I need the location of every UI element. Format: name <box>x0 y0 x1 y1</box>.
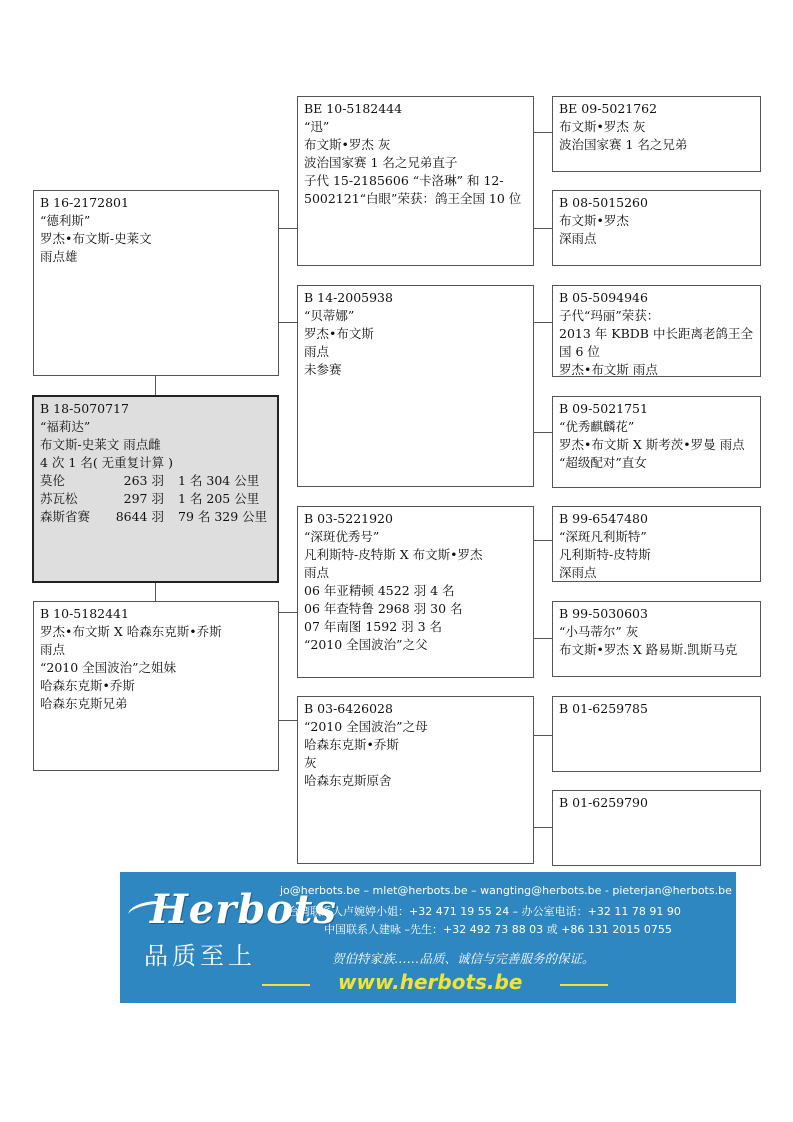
pedigree-line: 罗杰•布文斯 X 斯考茨•罗曼 雨点 <box>559 437 745 452</box>
ring-number: B 01-6259785 <box>559 701 648 716</box>
mother-box <box>33 601 279 771</box>
ring-number: B 03-5221920 <box>304 511 393 526</box>
ring-number: B 08-5015260 <box>559 195 648 210</box>
result-birds: 297 羽 <box>123 491 164 506</box>
pedigree-line: “优秀麒麟花” <box>559 419 635 434</box>
pedigree-line: “2010 全国波治”之姐妹 <box>40 660 177 675</box>
pedigree-line: 子代“玛丽”荣获： <box>559 308 660 323</box>
result-row <box>40 508 271 526</box>
ggp-fmf-box <box>552 285 761 377</box>
pedigree-line: 凡利斯特-皮特斯 X 布文斯•罗杰 <box>304 547 483 562</box>
pedigree-line: 罗杰•布文斯 雨点 <box>559 362 658 377</box>
pedigree-line: 罗杰•布文斯-史莱文 <box>40 231 152 246</box>
subject-ring: B 18-5070717 <box>40 401 129 416</box>
result-row <box>40 490 271 508</box>
pedigree-line: 雨点 <box>40 642 66 657</box>
pedigree-line: 雨点雄 <box>40 249 78 264</box>
result-birds: 8644 羽 <box>115 509 164 524</box>
banner-slogan: 品质至上 <box>144 942 256 970</box>
subject-name: “福莉达” <box>40 419 91 434</box>
pedigree-line: 子代 15-2185606 “卡洛琳” 和 12-5002121“白眼”荣获：鸽王全国 10 位 <box>304 173 522 206</box>
result-place: 1 名 304 公里 <box>178 473 260 488</box>
divider-right <box>560 984 608 986</box>
pedigree-line: 2013 年 KBDB 中长距离老鸽王全国 6 位 <box>559 326 753 359</box>
pedigree-line: 06 年查特鲁 2968 羽 30 名 <box>304 601 463 616</box>
ggp-ffm-box <box>552 190 761 266</box>
pedigree-line: 哈森东克斯兄弟 <box>40 696 128 711</box>
banner-taiwan-contact: 台湾联系人卢婉婷小姐：+32 471 19 55 24 – 办公室电话：+32 11 78 91 90 <box>288 905 681 918</box>
pedigree-line: “超级配对”直女 <box>559 455 647 470</box>
pedigree-line: “2010 全国波治”之母 <box>304 719 428 734</box>
father-box <box>33 190 279 376</box>
pedigree-line: 未参赛 <box>304 362 342 377</box>
ring-number: B 09-5021751 <box>559 401 648 416</box>
pedigree-line: 雨点 <box>304 565 330 580</box>
banner-motto: 贺伯特家族……品质、诚信与完善服务的保证。 <box>332 951 595 966</box>
ring-number: B 10-5182441 <box>40 606 129 621</box>
pedigree-line: “迅” <box>304 119 330 134</box>
pedigree-line: 布文斯•罗杰 灰 <box>304 137 391 152</box>
pedigree-line: 07 年南图 1592 羽 3 名 <box>304 619 443 634</box>
subject-summary: 4 次 1 名( 无重复计算 ) <box>40 455 174 470</box>
ring-number: B 16-2172801 <box>40 195 129 210</box>
pedigree-line: 哈森东克斯原舍 <box>304 773 392 788</box>
pedigree-line: 哈森东克斯•乔斯 <box>304 737 399 752</box>
pedigree-line: 波治国家赛 1 名之兄弟直子 <box>304 155 458 170</box>
ring-number: B 03-6426028 <box>304 701 393 716</box>
divider-left <box>262 984 310 986</box>
herbots-logo: Herbots <box>150 886 337 933</box>
pedigree-line: “深斑优秀号” <box>304 529 380 544</box>
ring-number: B 99-5030603 <box>559 606 648 621</box>
ggp-mmm-box <box>552 790 761 866</box>
pedigree-line: 波治国家赛 1 名之兄弟 <box>559 137 688 152</box>
pedigree-line: “贝蒂娜” <box>304 308 355 323</box>
ggp-fff-box <box>552 96 761 172</box>
ring-number: BE 10-5182444 <box>304 101 403 116</box>
pedigree-line: 深雨点 <box>559 231 597 246</box>
paternal-grandmother-box <box>297 285 534 487</box>
result-race: 森斯省赛 <box>40 509 91 524</box>
banner-china-contact: 中国联系人建咏 –先生：+32 492 73 88 03 或 +86 131 2015 0755 <box>324 923 672 936</box>
pedigree-line: 布文斯•罗杰 灰 <box>559 119 646 134</box>
pedigree-line: “德利斯” <box>40 213 91 228</box>
pedigree-line: 雨点 <box>304 344 330 359</box>
ring-number: BE 09-5021762 <box>559 101 658 116</box>
subject-box <box>32 395 279 583</box>
pedigree-line: “小马蒂尔” 灰 <box>559 624 639 639</box>
pedigree-line: 凡利斯特-皮特斯 <box>559 547 651 562</box>
result-place: 79 名 329 公里 <box>178 509 268 524</box>
pedigree-line: “深斑凡利斯特” <box>559 529 647 544</box>
result-birds: 263 羽 <box>123 473 164 488</box>
pedigree-line: 深雨点 <box>559 565 597 580</box>
paternal-grandfather-box <box>297 96 534 266</box>
pedigree-line: 罗杰•布文斯 <box>304 326 374 341</box>
ring-number: B 14-2005938 <box>304 290 393 305</box>
maternal-grandfather-box <box>297 506 534 678</box>
subject-line: 布文斯-史莱文 雨点雌 <box>40 437 161 452</box>
banner-emails[interactable]: jo@herbots.be – mlet@herbots.be – wangting@herbots.be - pieterjan@herbots.be <box>280 884 732 897</box>
result-race: 苏瓦松 <box>40 491 78 506</box>
result-place: 1 名 205 公里 <box>178 491 260 506</box>
pedigree-line: 布文斯•罗杰 <box>559 213 629 228</box>
ggp-mmf-box <box>552 696 761 772</box>
pedigree-line: 罗杰•布文斯 X 哈森东克斯•乔斯 <box>40 624 222 639</box>
maternal-grandmother-box <box>297 696 534 864</box>
banner-website-link[interactable]: www.herbots.be <box>338 970 523 994</box>
pedigree-line: 布文斯•罗杰 X 路易斯.凯斯马克 <box>559 642 738 657</box>
ring-number: B 99-6547480 <box>559 511 648 526</box>
pedigree-line: 哈森东克斯•乔斯 <box>40 678 135 693</box>
ring-number: B 05-5094946 <box>559 290 648 305</box>
ring-number: B 01-6259790 <box>559 795 648 810</box>
pedigree-line: 06 年亚精顿 4522 羽 4 名 <box>304 583 455 598</box>
ggp-fmm-box <box>552 396 761 488</box>
ggp-mfm-box <box>552 601 761 677</box>
ggp-mff-box <box>552 506 761 582</box>
result-row <box>40 472 271 490</box>
pedigree-line: 灰 <box>304 755 317 770</box>
herbots-banner <box>120 872 736 1003</box>
pedigree-line: “2010 全国波治”之父 <box>304 637 428 652</box>
result-race: 莫伦 <box>40 473 66 488</box>
